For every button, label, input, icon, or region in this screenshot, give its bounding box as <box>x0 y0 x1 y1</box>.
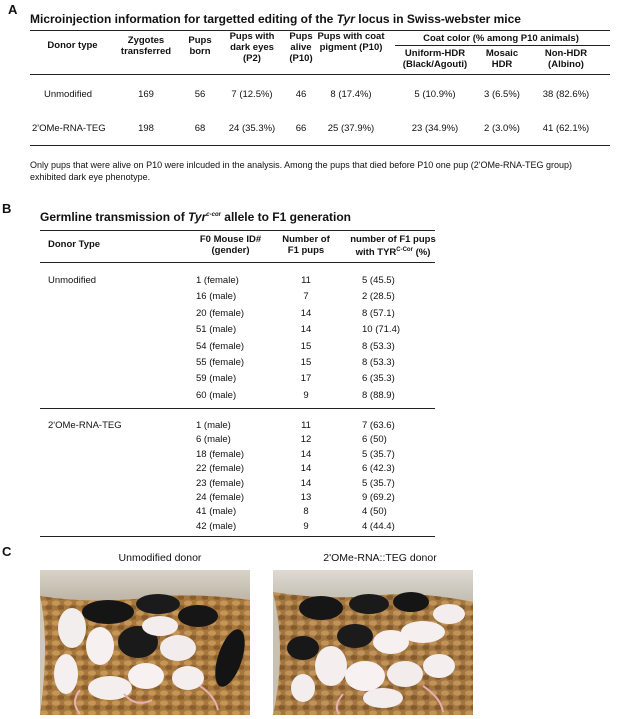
header-zygotes: Zygotes transferred <box>120 35 172 57</box>
group2-row-tyr-count: 6 (50) <box>362 434 387 446</box>
row2-mosaic: 2 (3.0%) <box>484 123 520 134</box>
header-coat-color: Coat color (% among P10 animals) <box>423 33 579 44</box>
panel-b-letter: B <box>2 201 12 216</box>
group2-row-mouse-id: 24 (female) <box>196 492 245 503</box>
group2-row-f1-count: 14 <box>300 477 312 489</box>
row2-alive: 66 <box>295 123 307 134</box>
group2-row-mouse-id: 22 (female) <box>196 463 245 475</box>
group2-row-mouse-id: 41 (male) <box>196 506 237 518</box>
header-b-mouse-id: F0 Mouse ID# (gender) <box>199 234 262 256</box>
group1-row-tyr-count: 8 (53.3) <box>362 357 395 368</box>
panel-a-title-post: locus in Swiss-webster mice <box>354 12 521 26</box>
table-b-group-rule <box>40 408 435 409</box>
header-non-hdr: Non-HDR (Albino) <box>544 48 588 70</box>
group1-row-tyr-count: 10 (71.4) <box>362 324 401 336</box>
header-b-f1-pups: Number of F1 pups <box>282 234 330 256</box>
row1-coat-pigment: 8 (17.4%) <box>330 89 372 100</box>
group2-row-tyr-count: 9 (69.2) <box>362 492 395 503</box>
row2-uniform: 23 (34.9%) <box>411 123 459 134</box>
group1-row-mouse-id: 54 (female) <box>196 340 245 352</box>
row2-donor: 2'OMe-RNA-TEG <box>32 123 106 134</box>
group2-row-tyr-count: 7 (63.6) <box>362 420 395 431</box>
teg-donor-photo <box>273 570 473 715</box>
group2-row-tyr-count: 5 (35.7) <box>362 448 395 460</box>
row1-alive: 46 <box>295 89 307 100</box>
coat-color-rule <box>395 45 610 46</box>
row2-dark-eyes: 24 (35.3%) <box>228 123 276 134</box>
group1-row-f1-count: 14 <box>300 324 312 336</box>
group2-row-mouse-id: 1 (male) <box>196 420 231 431</box>
row2-coat-pigment: 25 (37.9%) <box>327 123 375 134</box>
unmodified-mice-illustration <box>40 570 250 715</box>
row2-born: 68 <box>194 123 206 134</box>
group1-row-mouse-id: 16 (male) <box>196 291 237 303</box>
row1-uniform: 5 (10.9%) <box>414 89 456 100</box>
group1-row-mouse-id: 1 (female) <box>196 275 239 286</box>
row1-non-hdr: 38 (82.6%) <box>542 89 590 100</box>
group2-row-tyr-count: 6 (42.3) <box>362 463 395 475</box>
group1-row-f1-count: 17 <box>300 373 312 385</box>
group2-row-f1-count: 11 <box>301 420 311 431</box>
header-dark-eyes: Pups with dark eyes (P2) <box>229 31 275 64</box>
header-b-tyr-sup: C-Cor <box>396 247 413 253</box>
header-pups-born: Pups born <box>188 35 212 57</box>
header-mosaic-hdr: Mosaic HDR <box>485 48 519 70</box>
header-coat-pigment: Pups with coat pigment (P10) <box>317 31 385 53</box>
panel-b-title-pre: Germline transmission of <box>40 210 189 224</box>
group1-row-tyr-count: 5 (45.5) <box>362 275 395 286</box>
group2-row-tyr-count: 5 (35.7) <box>362 477 395 489</box>
group1-row-f1-count: 14 <box>300 307 312 319</box>
panel-a-letter: A <box>8 2 18 17</box>
group1-row-tyr-count: 2 (28.5) <box>362 291 395 303</box>
left-photo-caption: Unmodified donor <box>118 552 202 564</box>
header-b-tyr <box>348 234 438 258</box>
header-donor-type: Donor type <box>47 40 98 51</box>
teg-mice-illustration <box>273 570 473 715</box>
group1-row-f1-count: 15 <box>300 357 312 368</box>
header-uniform-hdr: Uniform-HDR (Black/Agouti) <box>402 48 468 70</box>
group1-row-mouse-id: 60 (male) <box>196 389 237 401</box>
header-b-tyr-post: (%) <box>412 247 431 259</box>
panel-b-title-sup: c-cor <box>206 212 221 218</box>
row1-dark-eyes: 7 (12.5%) <box>231 89 273 100</box>
group2-donor: 2'OMe-RNA-TEG <box>48 420 122 431</box>
panel-b-title-gene: Tyr <box>188 210 207 224</box>
group1-row-tyr-count: 6 (35.3) <box>362 373 395 385</box>
group2-row-f1-count: 12 <box>300 434 312 446</box>
group2-row-mouse-id: 42 (male) <box>196 520 237 532</box>
panel-b-title-post: allele to F1 generation <box>220 210 351 224</box>
group1-row-tyr-count: 8 (88.9) <box>362 389 395 401</box>
group1-row-tyr-count: 8 (53.3) <box>362 340 395 352</box>
group1-row-f1-count: 11 <box>301 275 311 286</box>
table-b-top-rule <box>40 230 435 231</box>
group1-row-tyr-count: 8 (57.1) <box>362 307 395 319</box>
group2-row-mouse-id: 23 (female) <box>196 477 245 489</box>
header-b-tyr-pre: number of F1 pups with TYR <box>350 234 436 259</box>
header-b-donor: Donor Type <box>48 239 101 250</box>
row2-non-hdr: 41 (62.1%) <box>542 123 590 134</box>
group2-row-f1-count: 14 <box>300 463 312 475</box>
header-pups-alive: Pups alive (P10) <box>289 31 313 64</box>
group1-row-mouse-id: 55 (female) <box>196 357 245 368</box>
right-photo-caption: 2'OMe-RNA::TEG donor <box>323 552 437 564</box>
group2-row-tyr-count: 4 (44.4) <box>362 520 395 532</box>
group1-row-mouse-id: 20 (female) <box>196 307 245 319</box>
panel-a-title-gene: Tyr <box>336 12 355 26</box>
panel-b-title <box>40 210 351 224</box>
group2-row-f1-count: 14 <box>300 448 312 460</box>
group1-row-f1-count: 7 <box>303 291 309 303</box>
panel-c-letter: C <box>2 544 12 559</box>
group2-row-f1-count: 8 <box>303 506 309 518</box>
group2-row-f1-count: 13 <box>300 492 312 503</box>
panel-a-title <box>30 12 521 26</box>
table-a-header-rule <box>30 74 610 75</box>
group1-row-f1-count: 9 <box>303 389 309 401</box>
table-a-bottom-rule <box>30 145 610 146</box>
group1-donor: Unmodified <box>48 275 97 286</box>
panel-a-footnote: Only pups that were alive on P10 were inlcuded in the analysis. Among the pups that died before P10 one pup (2'OMe-RNA-TEG group) exhibited dark eye phenotype. <box>30 160 573 182</box>
table-b-header-rule <box>40 262 435 263</box>
row1-donor: Unmodified <box>44 89 93 100</box>
row1-born: 56 <box>194 89 206 100</box>
unmodified-donor-photo <box>40 570 250 715</box>
group2-row-tyr-count: 4 (50) <box>362 506 387 518</box>
group1-row-mouse-id: 59 (male) <box>196 373 237 385</box>
table-b-bottom-rule <box>40 536 435 537</box>
panel-a-title-pre: Microinjection information for targetted editing of the <box>30 12 337 26</box>
row1-zygotes: 169 <box>138 89 154 100</box>
group2-row-mouse-id: 6 (male) <box>196 434 231 446</box>
group1-row-mouse-id: 51 (male) <box>196 324 237 336</box>
row1-mosaic: 3 (6.5%) <box>484 89 520 100</box>
group2-row-mouse-id: 18 (female) <box>196 448 245 460</box>
group1-row-f1-count: 15 <box>300 340 312 352</box>
row2-zygotes: 198 <box>138 123 154 134</box>
group2-row-f1-count: 9 <box>303 520 309 532</box>
